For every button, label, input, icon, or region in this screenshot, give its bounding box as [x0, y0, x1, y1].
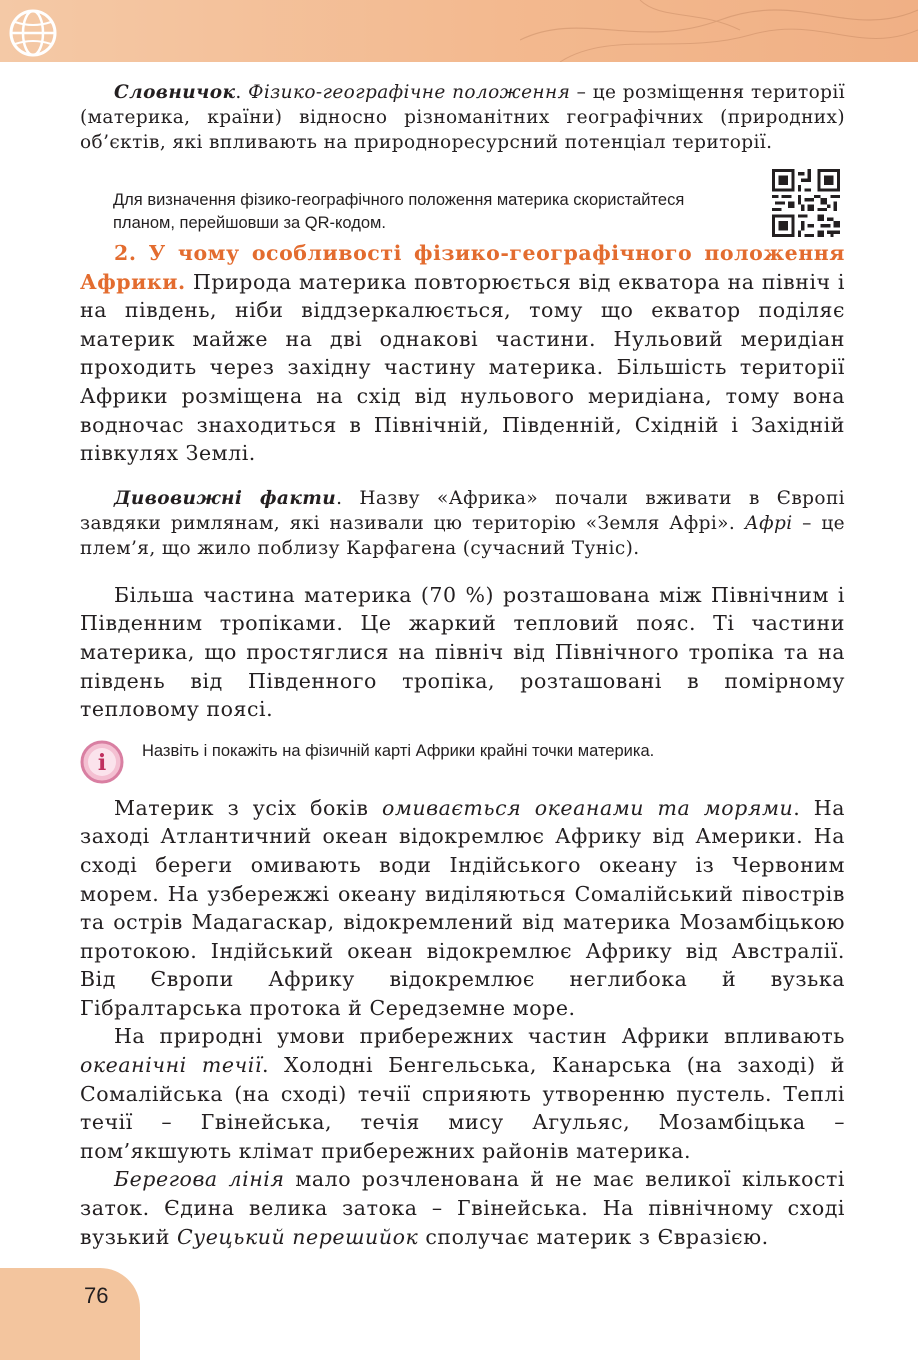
qr-note: Для визначення фізико-географічного положення материка скористайтеся планом, перейшовши за QR-кодом. — [113, 191, 685, 232]
glossary-term: Фізико-географічне положення — [248, 82, 571, 103]
tropics-paragraph: Більша частина материка (70 %) розташована між Північним і Південним тропіками. Це жаркий тепловий пояс. Ті частини материка, що простяглися на північ від Північного тропіка та на південь від Південного тропіка, розташовані в помірному тепловому поясі. — [80, 582, 845, 722]
section-paragraph — [80, 239, 845, 468]
page-number: 76 — [84, 1283, 109, 1308]
coast-italic-c: Суецький перешийок — [177, 1224, 419, 1249]
oceans-text-c: . На заході Атлантичний океан відокремлює Африку від Америки. На сході береги омивають води Індійського океану із Червоним морем. На узбережжі океану виділяються Сомалійський півострів та острів Мадагаскар, відокремлений від материка Мозамбіцькою протокою. Індійський океан відокремлює Африку від Австралії. Від Європи Африку відокремлює неглибока й вузька Гібралтарська протока й Середземне море. — [80, 795, 845, 1020]
currents-text-c: . Холодні Бенгельська, Канарська (на заході) й Сомалійська (на сході) течії сприяють утворенню пустель. Теплі течії – Гвінейська, течія мису Агульяс, Мозамбіцька – пом’якшують клімат прибережних районів материка. — [80, 1053, 845, 1163]
page-content — [80, 80, 845, 1251]
tip-row — [80, 736, 845, 792]
coast-text-d: сполучає материк з Євразією. — [418, 1224, 769, 1249]
map-decoration — [520, 0, 918, 62]
info-icon-letter: i — [97, 749, 107, 776]
oceans-text-a: Материк з усіх боків — [114, 795, 382, 820]
facts-text-2: – це плем’я, що жило поблизу Карфагена (сучасний Туніс). — [80, 512, 845, 559]
currents-italic: океанічні течії — [80, 1053, 263, 1078]
facts-italic: Афрі — [744, 512, 793, 534]
currents-text-a: На природні умови прибережних частин Африки впливають — [114, 1024, 845, 1049]
coast-paragraph — [80, 1165, 845, 1251]
page-number-tab — [0, 1268, 140, 1360]
coast-text-b: мало розчленована й не має великої кількості заток. Єдина велика затока – Гвінейська. На північному сході вузький — [80, 1167, 846, 1249]
tip-text: Назвіть і покажіть на фізичній карті Африки крайні точки материка. — [142, 741, 655, 760]
facts-paragraph — [80, 486, 845, 561]
glossary-definition: – це розміщення території (материка, країни) відносно різноманітних географічних (природних) об’єктів, які впливають на природноресурсний потенціал території. — [80, 82, 846, 153]
oceans-italic: омивається океанами та морями — [381, 795, 794, 820]
section-text: Природа материка повторюється від екватора на північ і на південь, ніби віддзеркалюється, тому що екватор поділяє материк майже на дві однакові частини. Нульовий меридіан проходить через західну частину материка. Більшість території Африки розміщена на схід від нульового меридіана, тому вона водночас знаходиться в Північній, Південній, Східній і Західній півкулях Землі. — [80, 269, 845, 466]
glossary-paragraph: Словничок. Фізико-географічне положення – це розміщення території (материка, країни) відносно різноманітних географічних (природних) об’єктів, які впливають на природноресурсний потенціал території. — [80, 82, 846, 153]
globe-icon — [6, 6, 60, 60]
section-heading: 2. У чому особливості фізико-географічного положення Африки. — [80, 241, 845, 294]
currents-paragraph — [80, 1022, 845, 1165]
info-icon — [80, 740, 124, 784]
facts-text-1: . Назву «Африка» почали вживати в Європі завдяки римлянам, які називали цю територію «Земля Афрі». — [80, 487, 845, 534]
glossary-label: Словничок — [114, 82, 236, 103]
qr-code-icon[interactable] — [772, 169, 840, 237]
qr-block — [80, 169, 845, 233]
oceans-paragraph — [80, 794, 845, 1023]
header-band — [0, 0, 918, 62]
facts-label: Дивовижні факти — [114, 487, 337, 509]
coast-italic-a: Берегова лінія — [114, 1167, 285, 1192]
